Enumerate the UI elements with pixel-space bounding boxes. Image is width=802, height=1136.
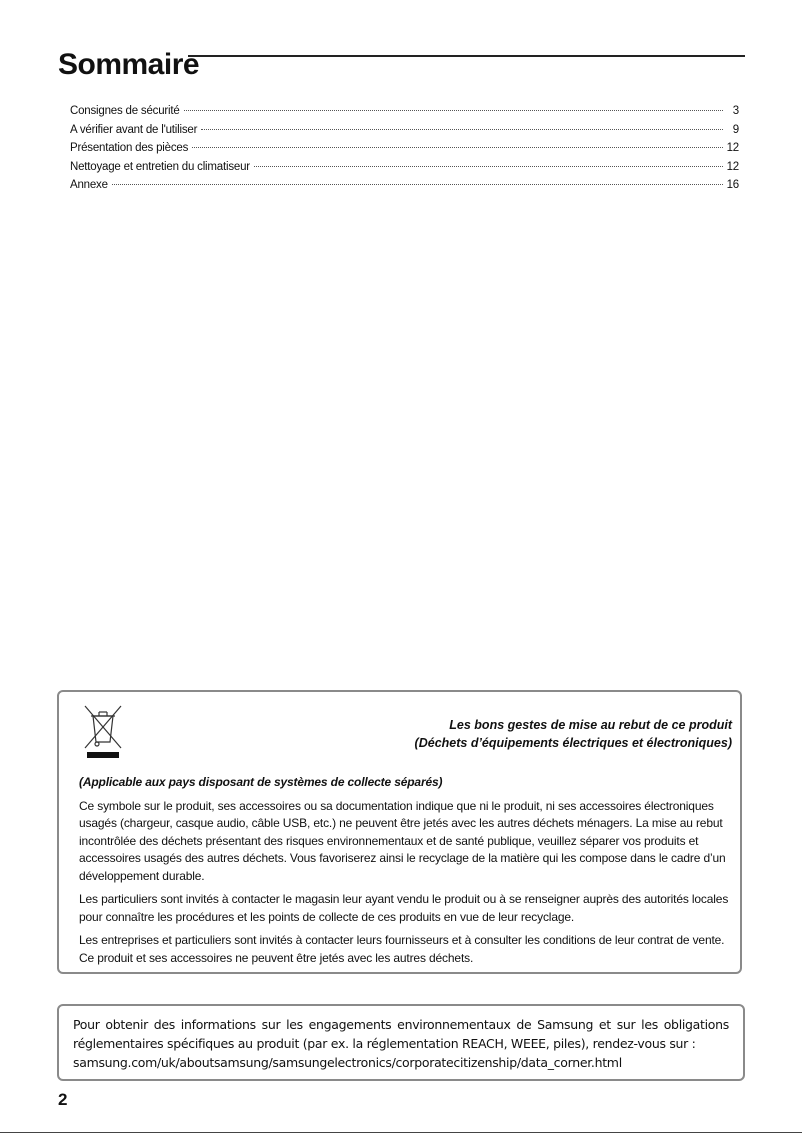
toc-entry-page: 3 bbox=[732, 105, 739, 117]
toc-entry[interactable] bbox=[70, 179, 739, 198]
weee-heading-line2: (Déchets d’équipements électriques et électroniques) bbox=[414, 736, 732, 750]
info-url-link[interactable]: samsung.com/uk/aboutsamsung/samsungelectronics/corporatecitizenship/data_corner.html bbox=[73, 1055, 622, 1070]
table-of-contents bbox=[70, 105, 739, 198]
toc-leader-dots bbox=[184, 110, 723, 111]
toc-entry[interactable] bbox=[70, 124, 739, 143]
crossed-out-wheelie-bin-icon bbox=[81, 702, 125, 760]
toc-entry[interactable] bbox=[70, 161, 739, 180]
toc-entry-page: 9 bbox=[732, 123, 739, 136]
samsung-environment-info-box bbox=[57, 1004, 745, 1081]
weee-paragraph: Ce symbole sur le produit, ses accessoires ou sa documentation indique que ni le produit, ni ses accessoires électroniques usagés (chargeur, casque audio, câble USB, etc.) ne peuvent être jetés avec les autres déchets ménagers. La mise au rebut incontrôlée des déchets présentant des risques environnementaux et de santé publique, veuillez séparer vos produits et accessoires usagés des autres déchets. Vous favoriserez ainsi le recyclage de la matière qui les compose dans le cadre d’un développement durable. bbox=[79, 798, 726, 883]
page-title: Sommaire bbox=[58, 48, 200, 81]
toc-entry[interactable] bbox=[70, 142, 739, 161]
toc-entry-label: Annexe bbox=[70, 179, 108, 191]
weee-body bbox=[79, 774, 731, 973]
toc-leader-dots bbox=[254, 166, 723, 167]
weee-heading-line1: Les bons gestes de mise au rebut de ce produit bbox=[449, 718, 732, 732]
toc-entry-label: A vérifier avant de l'utiliser bbox=[70, 123, 198, 136]
toc-entry-label: Présentation des pièces bbox=[70, 142, 189, 154]
toc-leader-dots bbox=[192, 147, 722, 148]
toc-entry-page: 12 bbox=[726, 160, 739, 173]
page-number: 2 bbox=[58, 1090, 68, 1109]
bottom-rule bbox=[0, 1132, 802, 1133]
toc-entry-page: 16 bbox=[726, 179, 739, 191]
toc-entry-page: 12 bbox=[726, 142, 739, 154]
weee-applicable-note: (Applicable aux pays disposant de systèmes de collecte séparés) bbox=[79, 775, 443, 789]
toc-leader-dots bbox=[112, 184, 723, 185]
title-rule bbox=[188, 55, 745, 57]
weee-heading bbox=[415, 716, 732, 752]
toc-entry[interactable] bbox=[70, 105, 739, 124]
toc-leader-dots bbox=[201, 129, 723, 130]
toc-entry-label: Nettoyage et entretien du climatiseur bbox=[70, 160, 250, 173]
info-text: Pour obtenir des informations sur les engagements environnementaux de Samsung et sur les obligations réglementaires spécifiques au produit (par ex. la réglementation REACH, WEEE, piles), rendez-vous sur : bbox=[73, 1017, 729, 1051]
weee-paragraph: Les particuliers sont invités à contacter le magasin leur ayant vendu le produit ou à se renseigner auprès des autorités locales pour connaître les procédures et les points de collecte de ces produits en vue de leur recyclage. bbox=[79, 892, 729, 924]
weee-disposal-notice bbox=[57, 690, 742, 974]
weee-paragraph: Les entreprises et particuliers sont invités à contacter leurs fournisseurs et à consulter les conditions de leur contrat de vente. Ce produit et ses accessoires ne peuvent être jetés avec les autres déchets. bbox=[79, 933, 725, 965]
info-text-block bbox=[73, 1015, 729, 1072]
toc-entry-label: Consignes de sécurité bbox=[70, 105, 180, 117]
